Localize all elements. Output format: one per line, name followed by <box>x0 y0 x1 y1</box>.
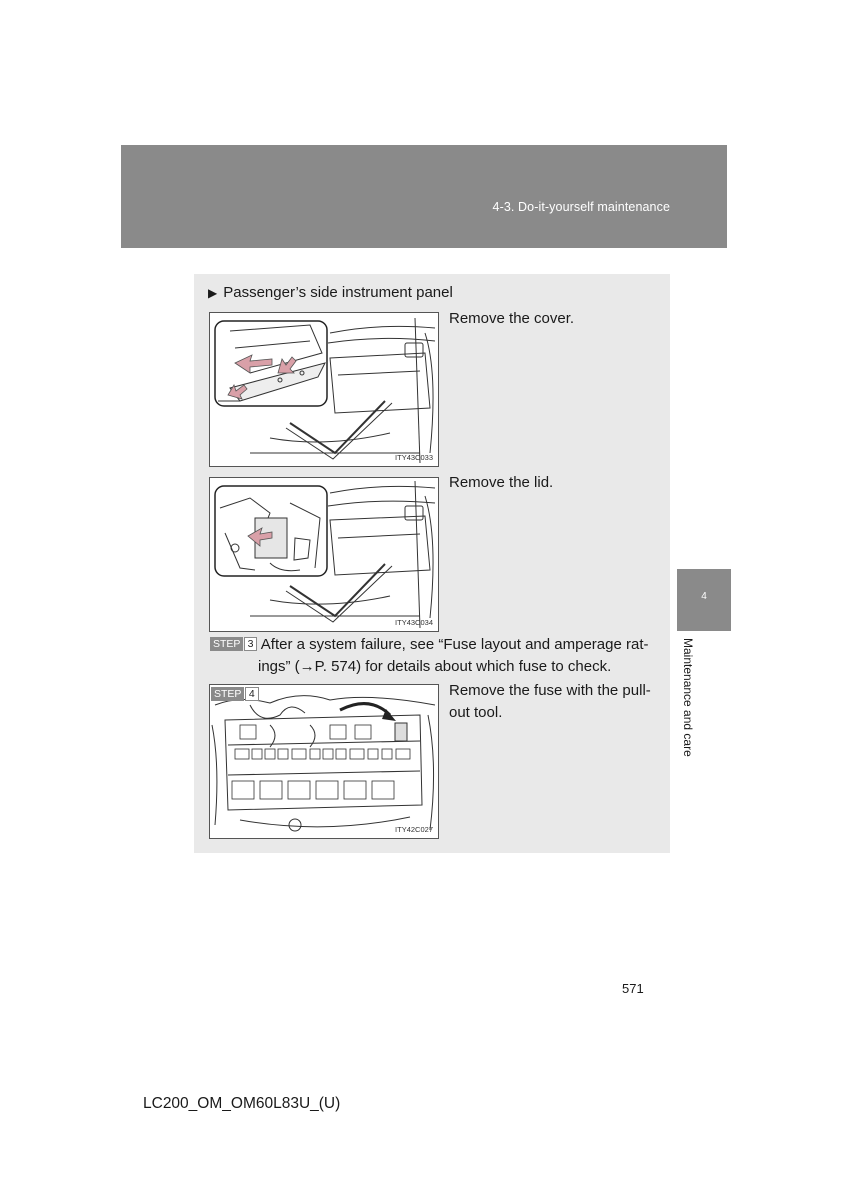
section-heading-text: Passenger’s side instrument panel <box>223 284 453 301</box>
step-number: 4 <box>245 687 259 701</box>
step-3-instruction <box>210 634 660 678</box>
caption-remove-fuse <box>449 680 651 724</box>
caption-remove-fuse-line-2: out tool. <box>449 704 503 721</box>
cover-illustration <box>210 313 439 467</box>
chapter-tab <box>677 569 731 631</box>
page-number: 571 <box>622 981 644 996</box>
caption-remove-fuse-line-1: Remove the fuse with the pull- <box>449 682 651 699</box>
triangle-bullet-icon: ▶ <box>208 286 218 300</box>
chapter-number: 4 <box>701 591 707 602</box>
chapter-label: Maintenance and care <box>681 638 695 757</box>
caption-remove-lid: Remove the lid. <box>449 474 554 491</box>
figure-remove-fuse <box>209 684 439 839</box>
step-badge: STEP <box>211 687 244 701</box>
document-code: LC200_OM_OM60L83U_(U) <box>143 1095 341 1112</box>
step-number: 3 <box>244 637 258 651</box>
step-badge: STEP <box>210 637 243 651</box>
section-heading <box>208 284 453 301</box>
caption-remove-cover: Remove the cover. <box>449 310 575 327</box>
figure-step-badge <box>211 686 259 704</box>
fuse-box-illustration <box>210 685 439 839</box>
content-panel <box>194 274 670 853</box>
figure-code: ITY42C027 <box>395 825 433 834</box>
step-3-line-1: After a system failure, see “Fuse layout and amperage rat- <box>260 636 649 653</box>
step-3-line-2[interactable]: ings” (→P. 574) for details about which fuse to check. <box>258 658 612 675</box>
figure-code: ITY43C033 <box>395 453 433 462</box>
section-title: 4-3. Do-it-yourself maintenance <box>492 200 670 214</box>
lid-illustration <box>210 478 439 632</box>
figure-remove-lid <box>209 477 439 632</box>
figure-code: ITY43C034 <box>395 618 433 627</box>
header-band <box>121 145 727 248</box>
figure-remove-cover <box>209 312 439 467</box>
